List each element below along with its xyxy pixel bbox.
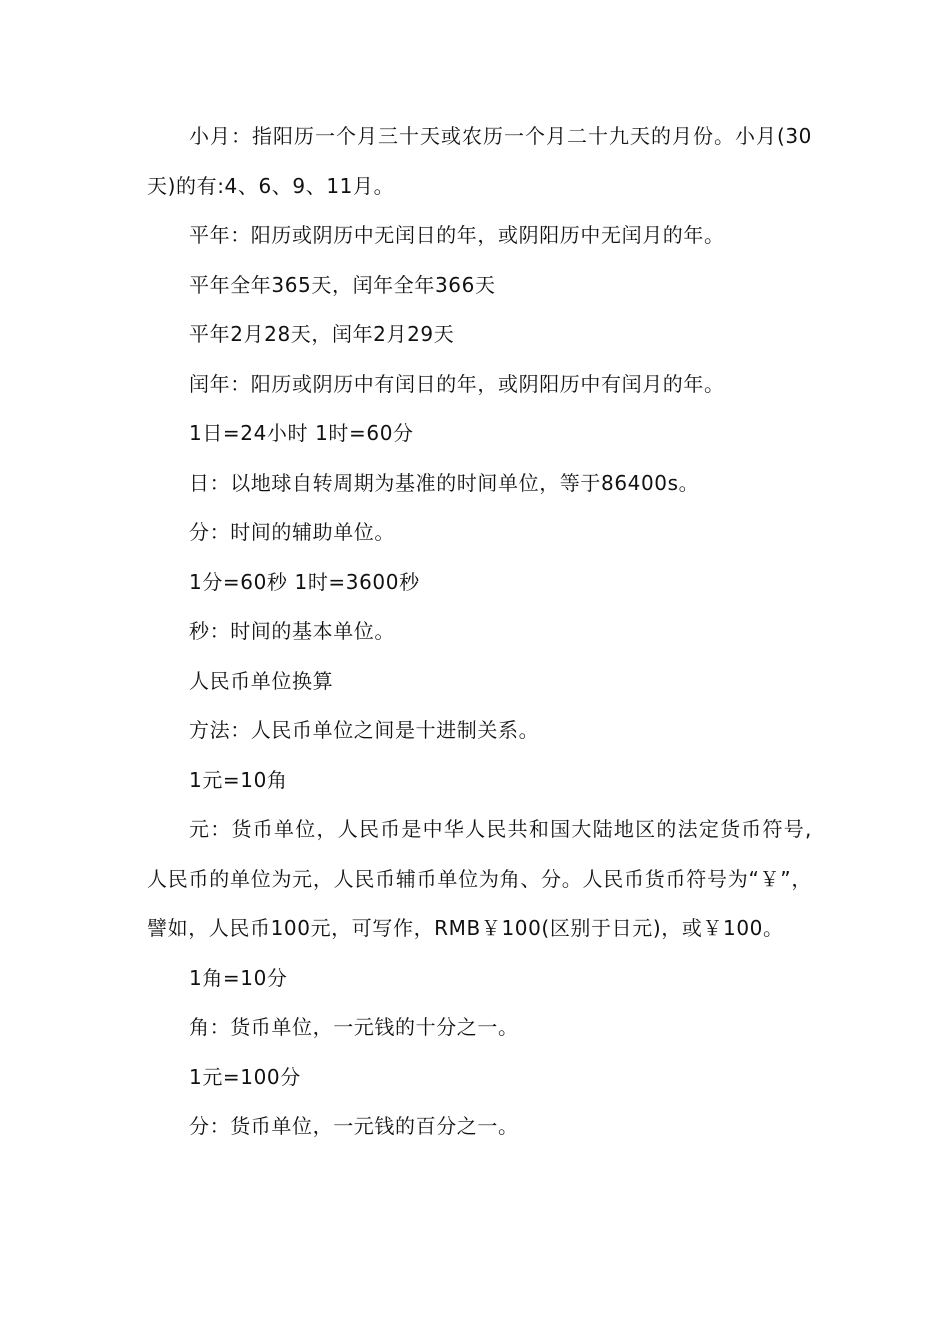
paragraph-small-month: 小月：指阳历一个月三十天或农历一个月二十九天的月份。小月(30天)的有:4、6、9、11月。: [147, 124, 812, 198]
paragraph-yuan-definition: 元：货币单位，人民币是中华人民共和国大陆地区的法定货币符号,人民币的单位为元，人民币辅币单位为角、分。人民币货币符号为“￥”，譬如，人民币100元，可写作，RMB￥100(区别于日元)，或￥100。: [147, 817, 812, 940]
paragraph-jiao-fen: 1角=10分: [189, 965, 288, 990]
paragraph-fen-definition: 分：货币单位，一元钱的百分之一。: [189, 1114, 519, 1138]
section-heading-rmb: 人民币单位换算: [189, 668, 334, 693]
paragraph-february-days: 平年2月28天，闰年2月29天: [189, 322, 455, 346]
paragraph-yuan-fen: 1元=100分: [189, 1064, 301, 1089]
paragraph-minute-definition: 分：时间的辅助单位。: [189, 520, 395, 544]
paragraph-second-definition: 秒：时间的基本单位。: [189, 619, 395, 643]
paragraph-day-definition: 日：以地球自转周期为基准的时间单位，等于86400s。: [189, 470, 700, 495]
paragraph-year-days: 平年全年365天，闰年全年366天: [189, 272, 496, 297]
document-body: [147, 112, 812, 1152]
paragraph-yuan-jiao: 1元=10角: [189, 767, 288, 792]
paragraph-common-year: 平年：阳历或阴历中无闰日的年，或阴阳历中无闰月的年。: [189, 223, 725, 247]
paragraph-rmb-method: 方法：人民币单位之间是十进制关系。: [189, 718, 540, 742]
paragraph-day-hour-conversion: 1日=24小时 1时=60分: [189, 421, 414, 445]
paragraph-leap-year: 闰年：阳历或阴历中有闰日的年，或阴阳历中有闰月的年。: [189, 371, 725, 396]
paragraph-minute-second-conversion: 1分=60秒 1时=3600秒: [189, 569, 420, 594]
paragraph-jiao-definition: 角：货币单位，一元钱的十分之一。: [189, 1015, 519, 1039]
